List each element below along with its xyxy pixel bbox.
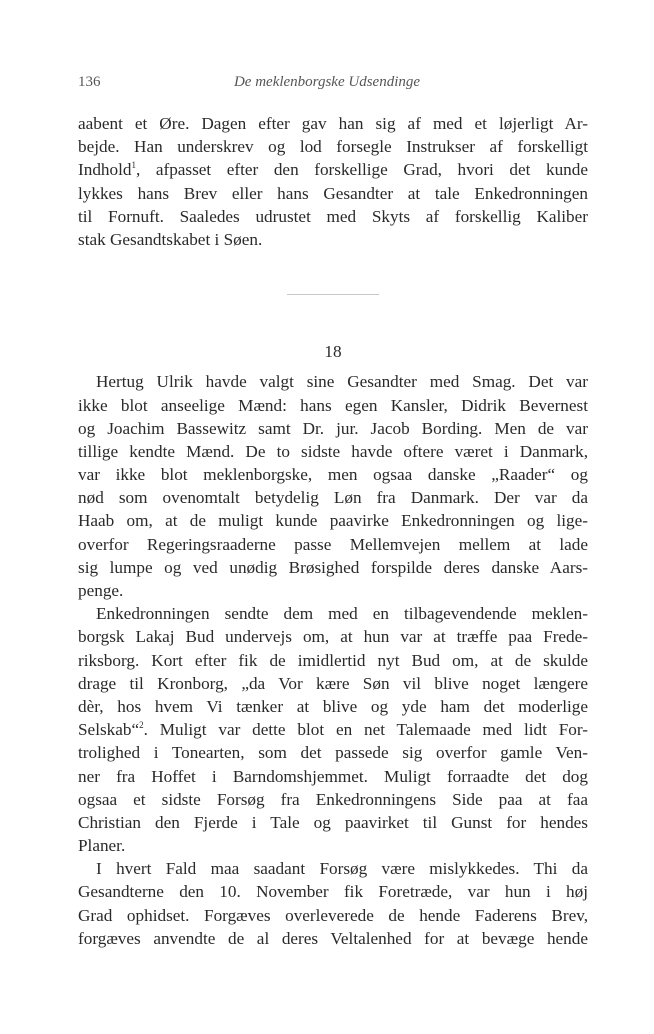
text-fragment: . Muligt var dette blot en net Talemaade med lidt For- [143,720,588,740]
text-line: drage til Kronborg, „da Vor kære Søn vil blive noget længere [78,673,588,693]
text-line: Haab om, at de muligt kunde paavirke Enkedronningen og lige- [78,511,588,531]
text-line: sig lumpe og ved unødig Brøsighed forspilde deres danske Aars- [78,557,588,577]
paragraph-2 [78,370,588,602]
text-line: Planer. [78,836,126,856]
body-text [78,112,588,950]
footnote-marker-1[interactable]: 1 [131,160,136,171]
section-number: 18 [324,342,342,362]
text-line: dèr, hos hvem Vi tænker at blive og yde ham det moderlige [78,696,588,716]
text-line: riksborg. Kort efter fik de imidlertid nyt Bud om, at de skulde [78,650,588,670]
text-line: lykkes hans Brev eller hans Gesandter at tale Enkedronningen [78,183,588,203]
text-line: bejde. Han underskrev og lod forsegle Instrukser af forskelligt [78,137,588,157]
text-line: Gesandterne den 10. November fik Foretræde, var hun i høj [78,882,588,902]
text-line: tillige kendte Mænd. De to sidste havde oftere været i Danmark, [78,441,588,461]
text-line [78,718,588,741]
text-line: trolighed i Tonearten, som det passede sig overfor gamle Ven- [78,743,588,763]
text-line: Christian den Fjerde i Tale og paavirket til Gunst for hendes [78,812,588,832]
footnote-marker-2[interactable]: 2 [139,720,144,731]
text-fragment: Indhold [78,160,132,180]
text-fragment: , afpasset efter den forskellige Grad, hvori det kunde [135,160,588,180]
section-divider [287,294,379,295]
text-line: var ikke blot meklenborgske, men ogsaa danske „Raader“ og [78,465,588,485]
page-number: 136 [78,74,101,90]
text-line: I hvert Fald maa saadant Forsøg være mislykkedes. Thi da [96,859,588,879]
text-line [78,158,588,181]
paragraph-1 [78,112,588,251]
running-title: De meklenborgske Udsendinge [233,74,421,90]
text-line: ikke blot anseelige Mænd: hans egen Kansler, Didrik Bevernest [78,395,588,415]
text-line: aabent et Øre. Dagen efter gav han sig af med et løjerligt Ar- [78,114,588,133]
text-fragment: Selskab“ [78,720,140,740]
text-line: penge. [78,581,124,600]
text-line: nød som ovenomtalt betydelig Løn fra Danmark. Der var da [78,488,588,508]
text-line: forgæves anvendte de al deres Veltalenhed for at bevæge hende [78,928,588,948]
text-line: og Joachim Bassewitz samt Dr. jur. Jacob Bording. Men de var [78,418,588,438]
text-line: ner fra Hoffet i Barndomshjemmet. Muligt forraadte det dog [78,766,588,786]
text-line: Hertug Ulrik havde valgt sine Gesandter med Smag. Det var [96,372,588,392]
text-line: Enkedronningen sendte dem med en tilbagevendende meklen- [96,604,588,624]
text-line: overfor Regeringsraaderne passe Mellemvejen mellem at lade [78,534,588,554]
running-header [78,74,576,94]
paragraph-4 [78,857,588,950]
text-line: til Fornuft. Saaledes udrustet med Skyts af forskellig Kaliber [78,206,588,226]
text-line: ogsaa et sidste Forsøg fra Enkedronningens Side paa at faa [78,789,588,809]
text-line: Grad ophidset. Forgæves overleverede de hende Faderens Brev, [78,905,588,925]
text-line: stak Gesandtskabet i Søen. [78,229,263,249]
paragraph-3 [78,602,588,857]
text-line: borgsk Lakaj Bud undervejs om, at hun var at træffe paa Frede- [78,627,588,647]
